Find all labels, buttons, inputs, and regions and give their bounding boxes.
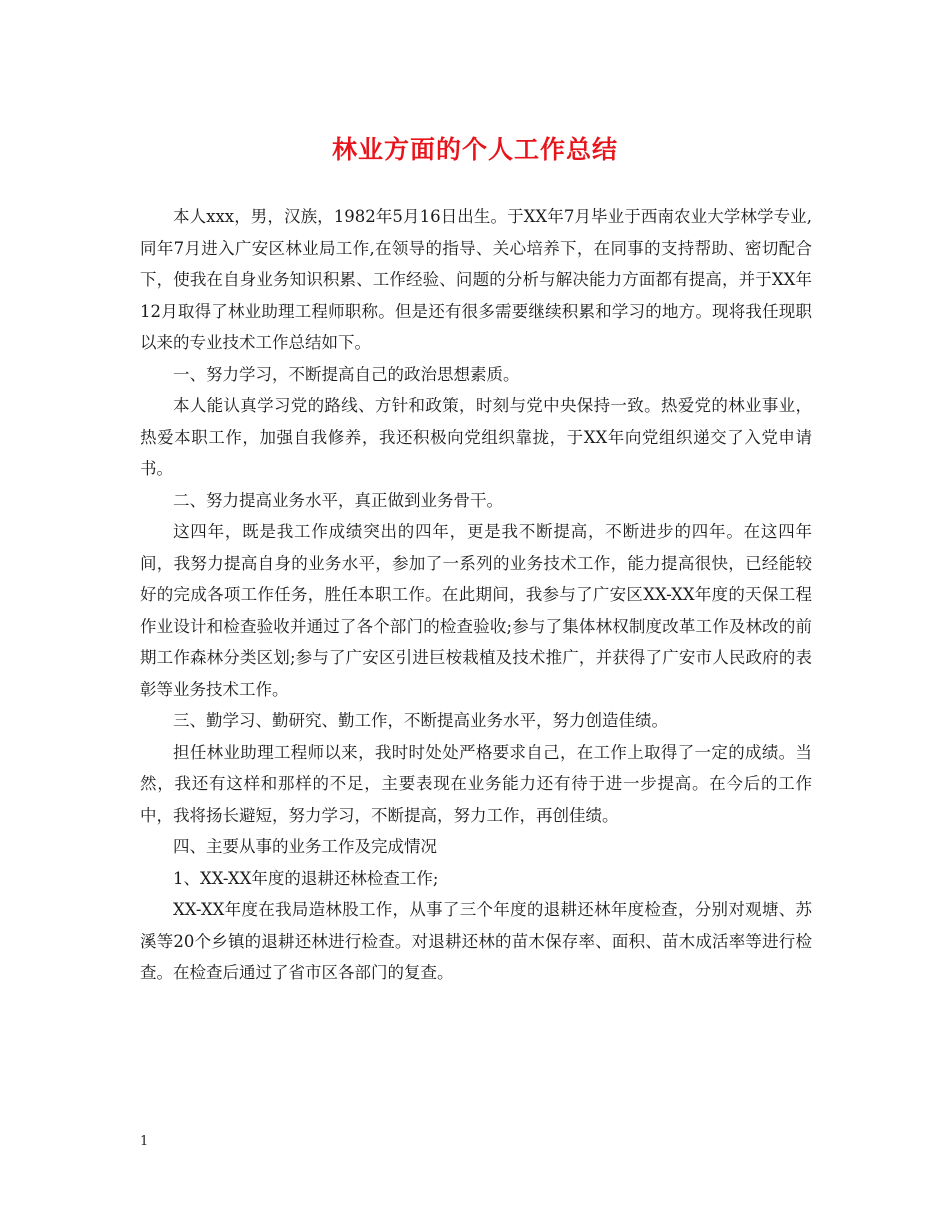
section-heading-3: 三、勤学习、勤研究、勤工作，不断提高业务水平，努力创造佳绩。 [173, 711, 668, 730]
paragraph-section-3: 担任林业助理工程师以来，我时时处处严格要求自己，在工作上取得了一定的成绩。当然，我还有这样和那样的不足，主要表现在业务能力还有待于进一步提高。在今后的工作中，我将扬长避短，努力学习，不断提高，努力工作，再创佳绩。 [140, 742, 812, 825]
paragraph-section-1: 本人能认真学习党的路线、方针和政策，时刻与党中央保持一致。热爱党的林业事业，热爱本职工作，加强自我修养，我还积极向党组织靠拢，于XX年向党组织递交了入党申请书。 [140, 396, 812, 478]
subsection-heading-4-1: 1、XX-XX年度的退耕还林检查工作; [173, 868, 439, 888]
section-heading-1: 一、努力学习，不断提高自己的政治思想素质。 [173, 364, 520, 384]
document-title: 林业方面的个人工作总结 [331, 135, 618, 164]
paragraph-subsection-4-1: XX-XX年度在我局造林股工作，从事了三个年度的退耕还林年度检查，分别对观塘、苏溪等20个乡镇的退耕还林进行检查。对退耕还林的苗木保存率、面积、苗木成活率等进行检查。在检查后通过了省市区各部门的复查。 [140, 900, 812, 982]
section-heading-4: 四、主要从事的业务工作及完成情况 [173, 837, 437, 856]
page-number: 1 [140, 1134, 149, 1149]
section-heading-2: 二、努力提高业务水平，真正做到业务骨干。 [173, 490, 503, 510]
paragraph-section-2: 这四年，既是我工作成绩突出的四年，更是我不断提高，不断进步的四年。在这四年间，我努力提高自身的业务水平，参加了一系列的业务技术工作，能力提高很快，已经能较好的完成各项工作任务，胜任本职工作。在此期间，我参与了广安区XX-XX年度的天保工程作业设计和检查验收并通过了各个部门的检查验收;参与了集体林权制度改革工作及林改的前期工作森林分类区划;参与了广安区引进巨桉栽植及技术推广，并获得了广安市人民政府的表彰等业务技术工作。 [140, 522, 812, 699]
document-body [140, 201, 812, 989]
paragraph-intro: 本人xxx，男，汉族，1982年5月16日出生。于XX年7月毕业于西南农业大学林学专业,同年7月进入广安区林业局工作,在领导的指导、关心培养下，在同事的支持帮助、密切配合下，使我在自身业务知识积累、工作经验、问题的分析与解决能力方面都有提高，并于XX年12月取得了林业助理工程师职称。但是还有很多需要继续积累和学习的地方。现将我任现职以来的专业技术工作总结如下。 [140, 207, 812, 352]
